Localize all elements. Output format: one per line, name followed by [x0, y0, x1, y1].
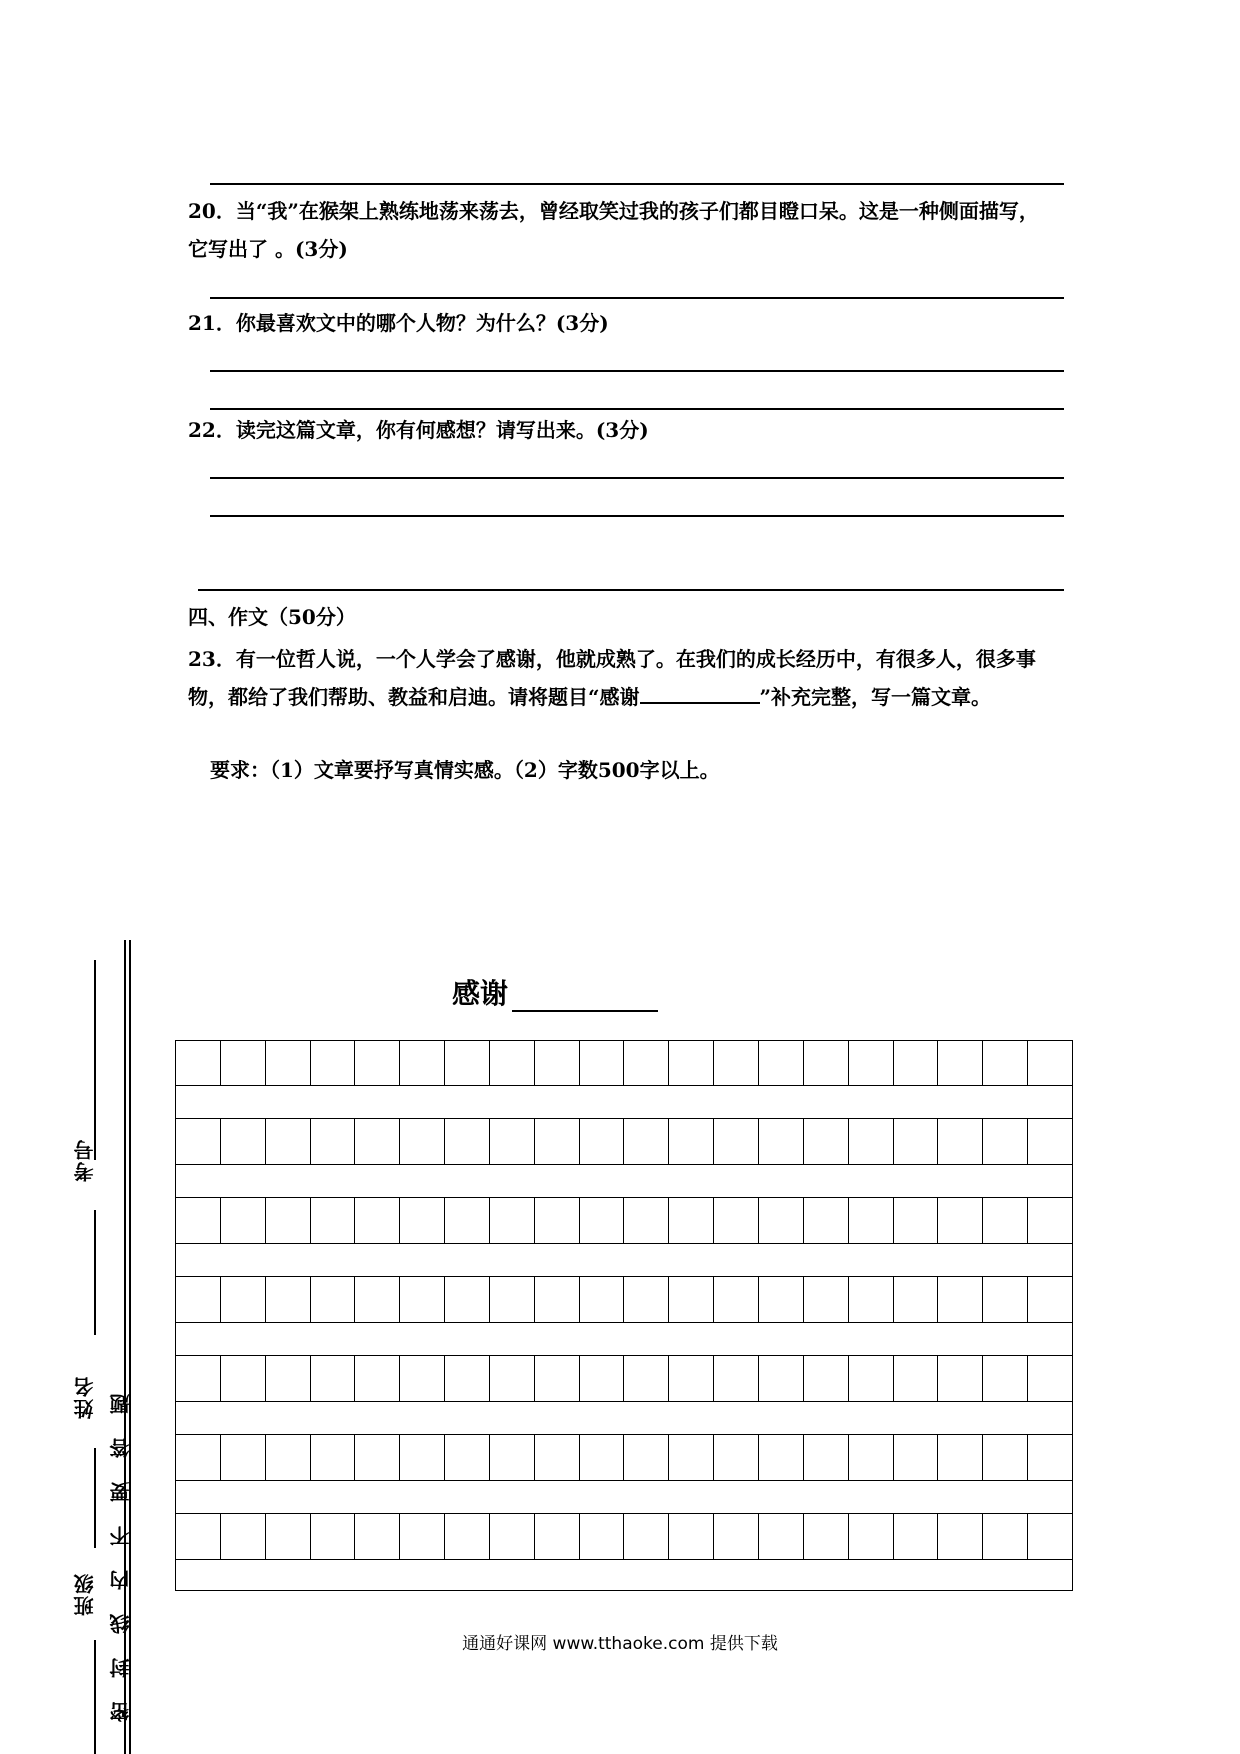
grid-cell[interactable] — [490, 1119, 535, 1164]
grid-cell[interactable] — [624, 1277, 669, 1322]
grid-cell[interactable] — [849, 1198, 894, 1243]
grid-cell[interactable] — [938, 1277, 983, 1322]
grid-cell[interactable] — [849, 1277, 894, 1322]
name-label: 姓名 — [73, 1375, 97, 1419]
grid-cell[interactable] — [849, 1514, 894, 1559]
grid-cell[interactable] — [311, 1198, 356, 1243]
grid-cell[interactable] — [445, 1119, 490, 1164]
grid-cell[interactable] — [580, 1041, 625, 1085]
grid-cell[interactable] — [1028, 1119, 1072, 1164]
grid-cell[interactable] — [535, 1356, 580, 1401]
answer-line — [210, 408, 1064, 410]
grid-cell[interactable] — [983, 1198, 1028, 1243]
grid-cell[interactable] — [490, 1514, 535, 1559]
grid-cell[interactable] — [714, 1119, 759, 1164]
answer-line — [210, 297, 1064, 299]
grid-spacer — [175, 1086, 1073, 1119]
grid-cell[interactable] — [669, 1435, 714, 1480]
grid-cell[interactable] — [445, 1356, 490, 1401]
grid-cell[interactable] — [490, 1041, 535, 1085]
grid-cell[interactable] — [938, 1356, 983, 1401]
grid-cell[interactable] — [1028, 1277, 1072, 1322]
grid-cell[interactable] — [176, 1119, 221, 1164]
grid-cell[interactable] — [983, 1041, 1028, 1085]
grid-cell[interactable] — [759, 1041, 804, 1085]
grid-cell[interactable] — [535, 1198, 580, 1243]
grid-spacer — [175, 1402, 1073, 1435]
grid-cell[interactable] — [1028, 1435, 1072, 1480]
grid-cell[interactable] — [535, 1277, 580, 1322]
grid-cell[interactable] — [759, 1198, 804, 1243]
grid-cell[interactable] — [266, 1119, 311, 1164]
answer-line — [210, 183, 1064, 185]
grid-cell[interactable] — [894, 1514, 939, 1559]
grid-cell[interactable] — [759, 1356, 804, 1401]
grid-cell[interactable] — [624, 1435, 669, 1480]
grid-cell[interactable] — [176, 1198, 221, 1243]
grid-cell[interactable] — [938, 1119, 983, 1164]
grid-cell[interactable] — [624, 1514, 669, 1559]
grid-cell[interactable] — [804, 1119, 849, 1164]
grid-cell[interactable] — [714, 1514, 759, 1559]
name-blank — [94, 1210, 96, 1335]
section-title: 四、作文（50分） — [188, 605, 356, 629]
grid-cell[interactable] — [669, 1041, 714, 1085]
grid-cell[interactable] — [849, 1356, 894, 1401]
grid-row — [175, 1119, 1073, 1165]
grid-cell[interactable] — [176, 1041, 221, 1085]
grid-row — [175, 1435, 1073, 1481]
seal-blank — [94, 1640, 96, 1754]
grid-cell[interactable] — [894, 1435, 939, 1480]
grid-cell[interactable] — [938, 1514, 983, 1559]
grid-cell[interactable] — [266, 1041, 311, 1085]
grid-cell[interactable] — [894, 1119, 939, 1164]
grid-cell[interactable] — [580, 1356, 625, 1401]
grid-cell[interactable] — [221, 1277, 266, 1322]
essay-title-text: 感谢 — [452, 977, 509, 1010]
grid-cell[interactable] — [669, 1514, 714, 1559]
grid-cell[interactable] — [624, 1119, 669, 1164]
grid-cell[interactable] — [176, 1277, 221, 1322]
requirements: 要求：（1）文章要抒写真情实感。（2）字数500字以上。 — [210, 758, 720, 782]
grid-cell[interactable] — [938, 1435, 983, 1480]
grid-cell[interactable] — [714, 1277, 759, 1322]
question-23 — [188, 640, 1058, 716]
grid-cell[interactable] — [849, 1435, 894, 1480]
grid-cell[interactable] — [624, 1356, 669, 1401]
grid-cell[interactable] — [355, 1277, 400, 1322]
grid-cell[interactable] — [580, 1119, 625, 1164]
grid-cell[interactable] — [490, 1435, 535, 1480]
grid-cell[interactable] — [266, 1356, 311, 1401]
grid-cell[interactable] — [400, 1514, 445, 1559]
grid-cell[interactable] — [894, 1198, 939, 1243]
grid-cell[interactable] — [938, 1041, 983, 1085]
grid-cell[interactable] — [221, 1435, 266, 1480]
writing-grid — [175, 1040, 1073, 1591]
grid-cell[interactable] — [355, 1119, 400, 1164]
grid-spacer — [175, 1244, 1073, 1277]
grid-cell[interactable] — [1028, 1041, 1072, 1085]
grid-cell[interactable] — [221, 1514, 266, 1559]
grid-cell[interactable] — [311, 1356, 356, 1401]
grid-cell[interactable] — [894, 1041, 939, 1085]
grid-cell[interactable] — [983, 1514, 1028, 1559]
grid-cell[interactable] — [669, 1119, 714, 1164]
grid-cell[interactable] — [311, 1041, 356, 1085]
grid-cell[interactable] — [804, 1198, 849, 1243]
grid-spacer — [175, 1481, 1073, 1514]
answer-line — [210, 370, 1064, 372]
grid-cell[interactable] — [311, 1435, 356, 1480]
grid-cell[interactable] — [983, 1356, 1028, 1401]
grid-spacer — [175, 1165, 1073, 1198]
grid-cell[interactable] — [983, 1119, 1028, 1164]
grid-cell[interactable] — [669, 1356, 714, 1401]
grid-cell[interactable] — [400, 1119, 445, 1164]
grid-cell[interactable] — [1028, 1356, 1072, 1401]
grid-cell[interactable] — [804, 1435, 849, 1480]
grid-cell[interactable] — [400, 1041, 445, 1085]
grid-cell[interactable] — [176, 1356, 221, 1401]
grid-cell[interactable] — [669, 1198, 714, 1243]
grid-row — [175, 1356, 1073, 1402]
grid-cell[interactable] — [400, 1277, 445, 1322]
grid-cell[interactable] — [580, 1277, 625, 1322]
grid-cell[interactable] — [490, 1198, 535, 1243]
grid-cell[interactable] — [445, 1435, 490, 1480]
grid-cell[interactable] — [714, 1041, 759, 1085]
question-22: 22．读完这篇文章，你有何感想？请写出来。(3分) — [188, 418, 649, 442]
grid-cell[interactable] — [983, 1277, 1028, 1322]
grid-spacer — [175, 1560, 1073, 1591]
grid-row — [175, 1277, 1073, 1323]
grid-cell[interactable] — [714, 1356, 759, 1401]
grid-cell[interactable] — [490, 1356, 535, 1401]
grid-cell[interactable] — [535, 1514, 580, 1559]
grid-cell[interactable] — [894, 1356, 939, 1401]
grid-cell[interactable] — [624, 1198, 669, 1243]
grid-cell[interactable] — [849, 1119, 894, 1164]
grid-cell[interactable] — [221, 1198, 266, 1243]
grid-cell[interactable] — [714, 1198, 759, 1243]
grid-cell[interactable] — [176, 1514, 221, 1559]
grid-cell[interactable] — [535, 1119, 580, 1164]
grid-cell[interactable] — [400, 1356, 445, 1401]
answer-line — [198, 589, 1064, 591]
grid-cell[interactable] — [266, 1435, 311, 1480]
title-blank — [640, 680, 760, 704]
grid-cell[interactable] — [266, 1277, 311, 1322]
question-23-part1: 23．有一位哲人说，一个人学会了感谢，他就成熟了。在我们的成长经历中，有很多人，很多事物，都给了我们帮助、教益和启迪。请将题目“感谢 — [188, 647, 1036, 709]
grid-cell[interactable] — [759, 1277, 804, 1322]
essay-title-blank — [512, 980, 658, 1012]
exam-no-blank — [94, 960, 96, 1160]
question-20: 20．当“我”在猴架上熟练地荡来荡去，曾经取笑过我的孩子们都目瞪口呆。这是一种侧面描写，它写出了 。(3分) — [188, 199, 1039, 261]
grid-cell[interactable] — [1028, 1514, 1072, 1559]
grid-cell[interactable] — [400, 1198, 445, 1243]
grid-cell[interactable] — [355, 1041, 400, 1085]
grid-cell[interactable] — [221, 1041, 266, 1085]
grid-cell[interactable] — [355, 1198, 400, 1243]
grid-cell[interactable] — [983, 1435, 1028, 1480]
grid-row — [175, 1514, 1073, 1560]
grid-cell[interactable] — [535, 1435, 580, 1480]
grid-cell[interactable] — [490, 1277, 535, 1322]
grid-cell[interactable] — [311, 1277, 356, 1322]
exam-no-label: 考号 — [73, 1138, 97, 1182]
grid-cell[interactable] — [938, 1198, 983, 1243]
grid-cell[interactable] — [759, 1514, 804, 1559]
class-label: 班级 — [73, 1572, 97, 1616]
grid-spacer — [175, 1323, 1073, 1356]
grid-cell[interactable] — [804, 1041, 849, 1085]
grid-cell[interactable] — [759, 1435, 804, 1480]
grid-cell[interactable] — [445, 1514, 490, 1559]
grid-cell[interactable] — [804, 1277, 849, 1322]
grid-cell[interactable] — [669, 1277, 714, 1322]
answer-line — [210, 515, 1064, 517]
grid-cell[interactable] — [221, 1119, 266, 1164]
question-23-part2: ”补充完整，写一篇文章。 — [759, 685, 992, 709]
question-21: 21．你最喜欢文中的哪个人物？为什么？(3分) — [188, 311, 609, 335]
grid-cell[interactable] — [714, 1435, 759, 1480]
grid-cell[interactable] — [311, 1514, 356, 1559]
grid-cell[interactable] — [311, 1119, 356, 1164]
grid-cell[interactable] — [445, 1277, 490, 1322]
grid-cell[interactable] — [580, 1198, 625, 1243]
grid-cell[interactable] — [580, 1435, 625, 1480]
grid-cell[interactable] — [221, 1356, 266, 1401]
essay-title — [452, 972, 658, 1012]
answer-line — [210, 477, 1064, 479]
grid-cell[interactable] — [445, 1041, 490, 1085]
grid-cell[interactable] — [535, 1041, 580, 1085]
grid-cell[interactable] — [266, 1514, 311, 1559]
grid-cell[interactable] — [759, 1119, 804, 1164]
grid-cell[interactable] — [355, 1514, 400, 1559]
seal-warning: 密封线内不要答题 — [109, 1370, 133, 1722]
class-blank — [94, 1448, 96, 1548]
grid-row — [175, 1040, 1073, 1086]
grid-cell[interactable] — [894, 1277, 939, 1322]
grid-cell[interactable] — [1028, 1198, 1072, 1243]
grid-row — [175, 1198, 1073, 1244]
grid-cell[interactable] — [266, 1198, 311, 1243]
grid-cell[interactable] — [176, 1435, 221, 1480]
grid-cell[interactable] — [355, 1356, 400, 1401]
grid-cell[interactable] — [804, 1356, 849, 1401]
footer: 通通好课网 www.tthaoke.com 提供下载 — [462, 1634, 778, 1654]
grid-cell[interactable] — [804, 1514, 849, 1559]
grid-cell[interactable] — [849, 1041, 894, 1085]
grid-cell[interactable] — [355, 1435, 400, 1480]
grid-cell[interactable] — [400, 1435, 445, 1480]
grid-cell[interactable] — [445, 1198, 490, 1243]
grid-cell[interactable] — [580, 1514, 625, 1559]
grid-cell[interactable] — [624, 1041, 669, 1085]
